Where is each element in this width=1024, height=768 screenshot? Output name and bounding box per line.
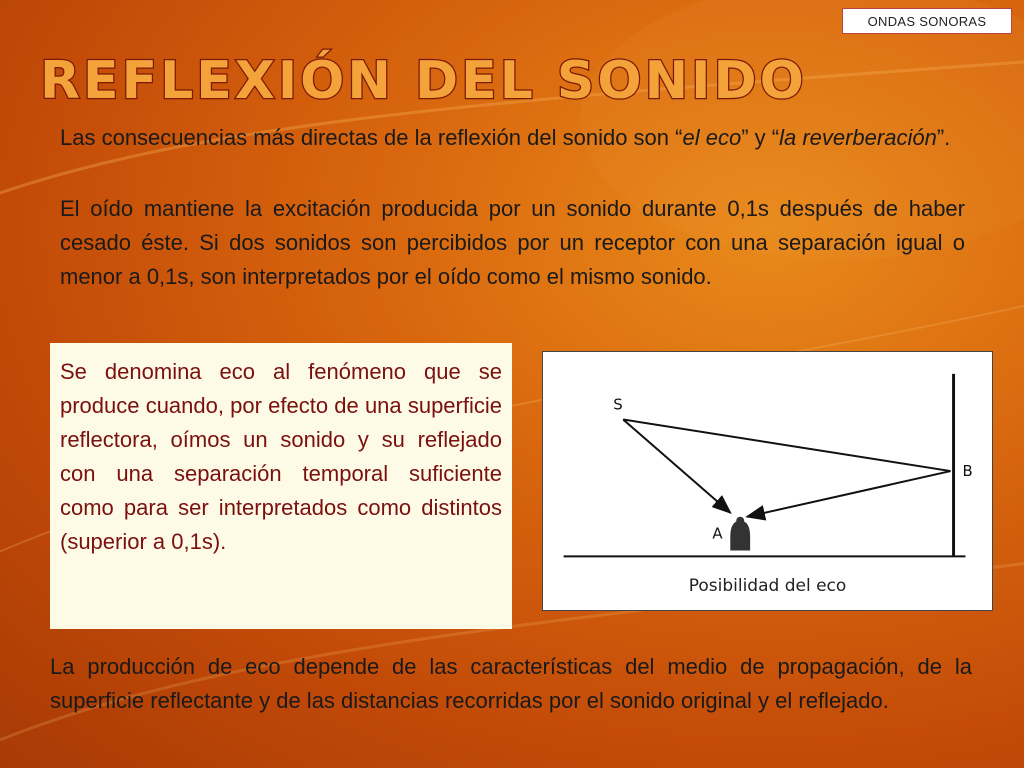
listener-icon <box>730 517 750 551</box>
intro-paragraph <box>60 122 970 153</box>
label-b: B <box>962 462 973 481</box>
intro-eco: el eco <box>682 125 742 150</box>
section-badge: ONDAS SONORAS <box>842 8 1012 34</box>
intro-reverberation: la reverberación <box>779 125 937 150</box>
ear-persistence-paragraph: El oído mantiene la excitación producida por un sonido durante 0,1s después de haber cesado éste. Si dos sonidos son percibidos por un receptor con una separación igual o menor a 0,1s, son interpretados por el oído como el mismo sonido. <box>60 196 965 289</box>
echo-factors-paragraph: La producción de eco depende de las características del medio de propagación, de la superficie reflectante y de las distancias recorridas por el sonido original y el reflejado. <box>50 654 972 713</box>
label-s: S <box>613 395 623 414</box>
echo-definition-box <box>50 343 512 629</box>
page-title <box>38 44 838 114</box>
diagram-caption: Posibilidad del eco <box>688 576 847 596</box>
label-a: A <box>712 524 723 543</box>
page-title-text: REFLEXIÓN DEL SONIDO <box>40 51 807 111</box>
echo-diagram <box>542 351 993 611</box>
intro-text-1: Las consecuencias más directas de la reflexión del sonido son “ <box>60 125 683 150</box>
intro-text-2: ” y “ <box>741 125 780 150</box>
reflected-ray <box>747 471 950 517</box>
intro-text-3: ”. <box>936 125 951 150</box>
echo-definition-text: Se denomina eco al fenómeno que se produce cuando, por efecto de una superficie reflectora, oímos un sonido y su reflejado con una separación temporal suficiente como para ser interpretados como distintos (superior a 0,1s). <box>60 359 502 554</box>
